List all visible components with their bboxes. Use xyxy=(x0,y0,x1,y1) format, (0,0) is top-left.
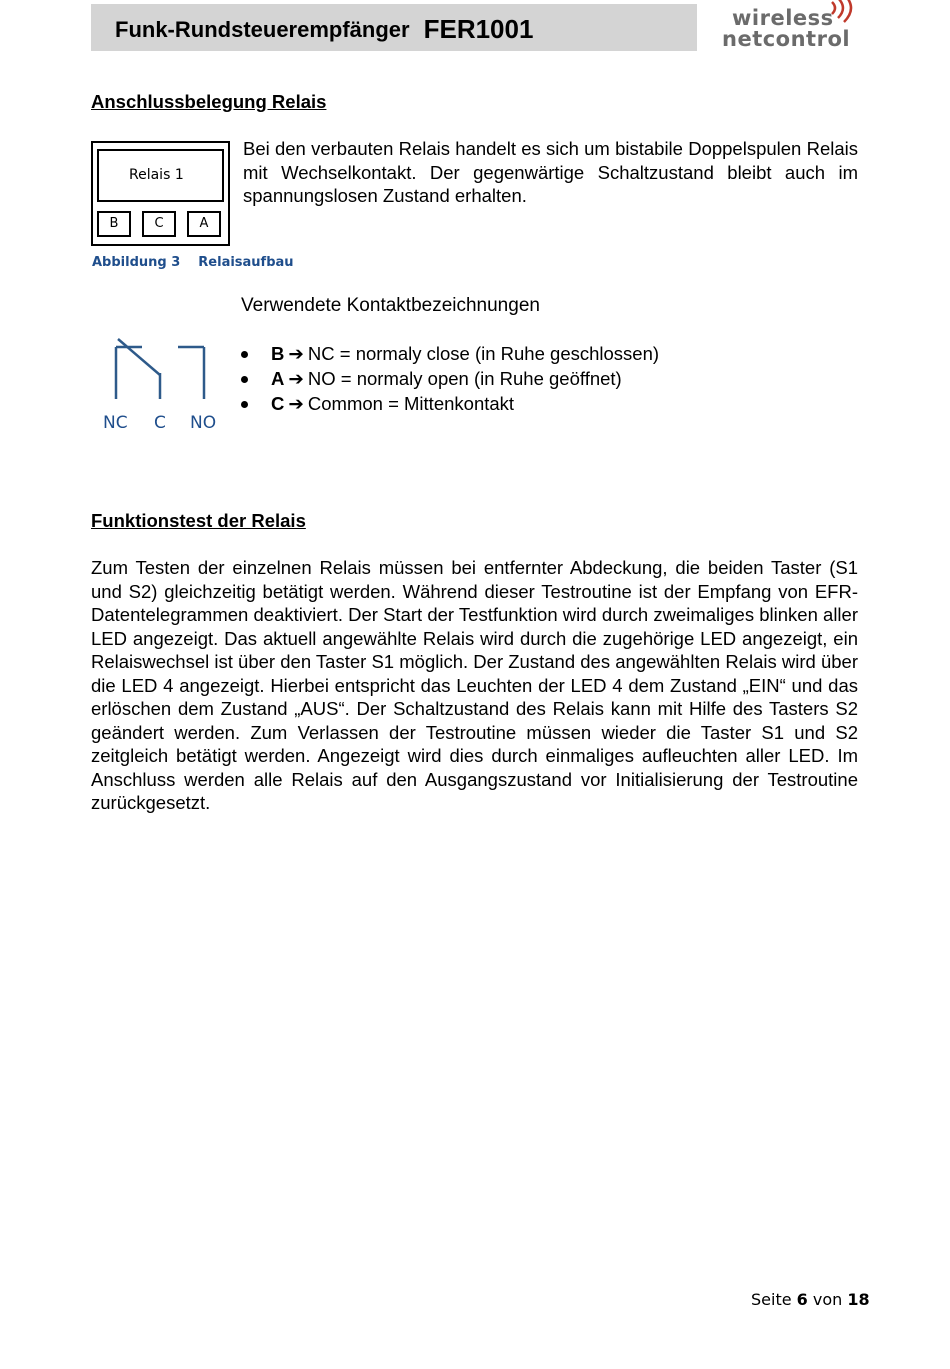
page-number xyxy=(751,1290,870,1309)
model-number: FER1001 xyxy=(423,14,534,44)
title-text: Funk-Rundsteuerempfänger xyxy=(115,17,410,42)
figure-caption xyxy=(92,255,294,270)
bullet-icon xyxy=(241,376,248,383)
signal-waves-icon xyxy=(828,0,858,30)
header-bar xyxy=(91,4,697,51)
page-prefix: Seite xyxy=(751,1290,792,1309)
contact-text: NO = normaly open (in Ruhe geöffnet) xyxy=(307,368,622,389)
pin-label: A xyxy=(199,216,209,231)
contact-key: B xyxy=(271,343,285,364)
contact-diagram xyxy=(100,335,230,440)
total-pages: 18 xyxy=(847,1290,870,1309)
contact-key: C xyxy=(271,393,285,414)
section-heading-anschlussbelegung: Anschlussbelegung Relais xyxy=(91,91,327,112)
caption-number: Abbildung 3 xyxy=(92,255,181,270)
pin-label: B xyxy=(109,216,119,231)
contact-label-no: NO xyxy=(190,413,217,433)
list-item xyxy=(241,368,659,393)
relay-description: Bei den verbauten Relais handelt es sich um bistabile Doppelspulen Relais mit Wechselkontakt. Der gegenwärtige Schaltzustand bleibt auch im spannungslosen Zustand erhalten. xyxy=(243,138,858,206)
contact-text: Common = Mittenkontakt xyxy=(307,393,515,414)
test-description: Zum Testen der einzelnen Relais müssen bei entfernter Abdeckung, die beiden Taster (S1 und S2) gleichzeitig betätigt werden. Während dieser Testroutine ist der Empfang von EFR-Datentelegrammen deaktiviert. Der Start der Testfunktion wird durch zweimaliges blinken aller LED angezeigt. Das aktuell angewählte Relais wird durch die zugehörige LED angezeigt, ein Relaiswechsel ist über den Taster S1 möglich. Der Zustand des angewählten Relais wird über die LED 4 angezeigt. Hierbei entspricht das Leuchten der LED 4 dem Zustand „EIN“ und das erlöschen dem Zustand „AUS“. Der Schaltzustand des Relais kann mit Hilfe des Tasters S2 geändert werden. Zum Verlassen der Testroutine müssen wieder die Taster S1 und S2 zeitgleich betätigt werden. Angezeigt wird dies durch einmaliges aufleuchten aller LED. Im Anschluss werden alle Relais auf den Ausgangszustand vor Initialisierung der Testroutine zurückgesetzt. xyxy=(91,557,858,813)
caption-text: Relaisaufbau xyxy=(198,255,294,270)
logo-line-1: wireless xyxy=(732,6,834,30)
switch-symbol xyxy=(100,335,230,410)
arrow-right-icon: ➔ xyxy=(288,343,304,364)
page-middle: von xyxy=(812,1290,843,1309)
bullet-icon xyxy=(241,401,248,408)
current-page: 6 xyxy=(796,1290,808,1309)
contact-list xyxy=(241,343,659,418)
contact-label-nc: NC xyxy=(103,413,128,433)
arrow-right-icon: ➔ xyxy=(288,368,304,389)
pin-label: C xyxy=(154,216,164,231)
company-logo xyxy=(720,0,860,56)
relay-figure xyxy=(91,141,230,246)
bullet-icon xyxy=(241,351,248,358)
section-heading-funktionstest: Funktionstest der Relais xyxy=(91,510,306,531)
arrow-right-icon: ➔ xyxy=(288,393,304,414)
document-title xyxy=(115,13,533,44)
contact-label-c: C xyxy=(154,413,166,433)
relay-label: Relais 1 xyxy=(129,167,184,183)
logo-line-2: netcontrol xyxy=(722,27,851,51)
contact-text: NC = normaly close (in Ruhe geschlossen) xyxy=(307,343,660,364)
contact-key: A xyxy=(271,368,285,389)
list-item xyxy=(241,393,659,418)
contacts-heading: Verwendete Kontaktbezeichnungen xyxy=(241,295,540,316)
list-item xyxy=(241,343,659,368)
